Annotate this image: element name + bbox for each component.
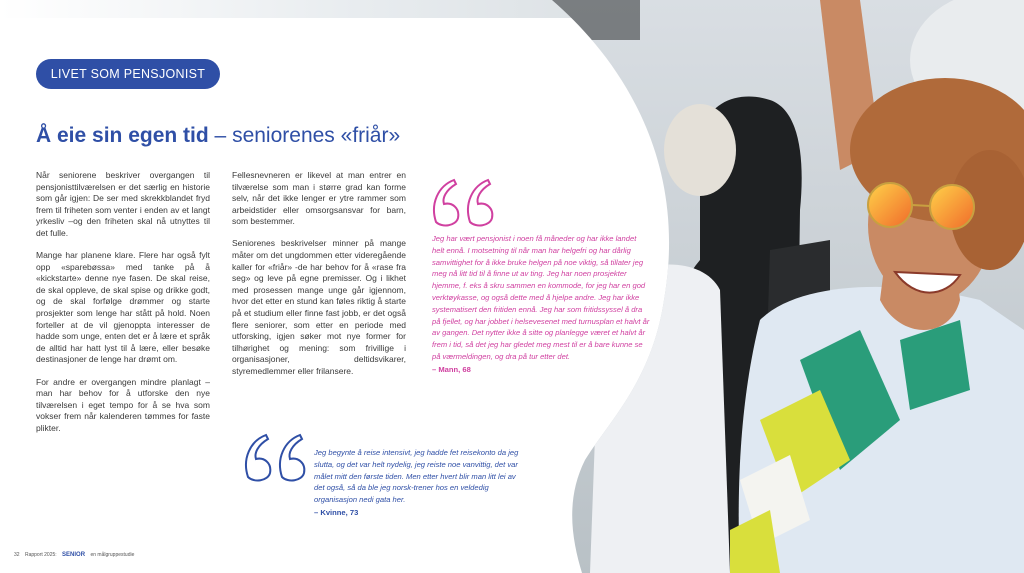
quote-mark-pink-icon <box>432 178 498 228</box>
page-footer <box>14 552 138 558</box>
quote-mark-blue-icon <box>244 433 310 483</box>
paragraph: Seniorenes beskrivelser minner på mange måter om det ungdommen etter videregående kaller for «friår» -de har behov for å «rase fra seg» og leve på egne premisser. Og i likhet med prosessen mange unge går igjennom, hvor det etter en stund kan føles riktig å starte på et studium eller finne fast jobb, er det også flere seniorer, som etter en periode med utforsking, igjen søker mot nye former for tilhørighet og mening: som frivillige i organisasjoner, deltidsvikarer, styremedlemmer eller frilansere. <box>232 238 406 376</box>
footer-subtitle: en målgruppestudie <box>90 552 135 558</box>
quote-text: Jeg begynte å reise intensivt, jeg hadde fet reisekonto da jeg slutta, og det var helt nydelig, jeg reiste noe vanvittig, det var målet mitt den første tiden. Men etter hvert blir man litt lei av det også, så da ble jeg norsk-trener hos en veldedig organisasjon nedi gata her. <box>314 448 519 505</box>
paragraph: Fellesnevneren er likevel at man entrer en tilværelse som man i større grad kan forme selv, når det ikke lenger er ytre rammer som arbeidstider eller omsorgsansvar for barn, som bestemmer. <box>232 170 406 227</box>
footer-report: Rapport 2025: <box>24 552 57 558</box>
quote-block-1 <box>432 233 650 376</box>
paragraph: For andre er overgangen mindre planlagt –man har behov for å utforske den nye tilværelsen i eget tempo for å se hva som vokser frem når kalenderen tømmes for faste plikter. <box>36 376 210 433</box>
page-number: 32 <box>14 552 20 558</box>
quote-block-2 <box>314 447 526 519</box>
quote-text: Jeg har vært pensjonist i noen få måneder og har ikke landet helt ennå. I motsetning til når man har helgefri og har dårlig samvittighet for å ikke bruke helgen på noe viktig, så tillater jeg meg nå litt tid til å finne ut av ting. Jeg har noen prosjekter hjemme, f. eks å skru sammen en kommode, for jeg har en god verktøykasse, og også dette med å hjelpe andre. Jeg har ikke systematisert den fritiden ennå. Jeg har som fritidssyssel å dra på fjellet, og har jobbet i helsevesenet med turnusplan et halvt år av gangen. Det nytter ikke å sitte og planlegge været et halvt år frem i tid, så det jeg har gledet meg mest til er å bare kunne se på værmeldingen, og dra på tur etter det. <box>432 234 650 361</box>
section-label-badge: LIVET SOM PENSJONIST <box>36 59 220 89</box>
page-title-main: Å eie sin egen tid <box>36 124 209 147</box>
paragraph: Mange har planene klare. Flere har også fylt opp «sparebøssa» med tanke på å «kickstarte» denne nye fasen. De skal reise, de skal oppleve, de skal spise og drikke godt, og de skal forfølge drømmer og starte prosjekter som lenge har stått på hold. Noen forteller at de vil gjenoppta interesser de hadde som unge, enten det er å lære et språk de alltid har hatt lyst til å lære, eller besøke destinasjoner de lenge har drømt om. <box>36 250 210 365</box>
page-title <box>36 124 400 148</box>
footer-brand-logo: SENIOR <box>62 552 86 558</box>
body-column-2 <box>232 170 406 388</box>
quote-attribution: – Kvinne, 73 <box>314 507 359 517</box>
paragraph: Når seniorene beskriver overgangen til pensjonisttilværelsen er det særlig en historie som går igjen: De ser med skrekkblandet fryd frem til friheten som venter i enden av et langt yrkesliv –og den friheten skal nå utnyttes til det fulle. <box>36 170 210 238</box>
body-column-1 <box>36 170 210 445</box>
quote-attribution: – Mann, 68 <box>432 364 471 374</box>
page-title-sub: – seniorenes «friår» <box>208 124 401 147</box>
